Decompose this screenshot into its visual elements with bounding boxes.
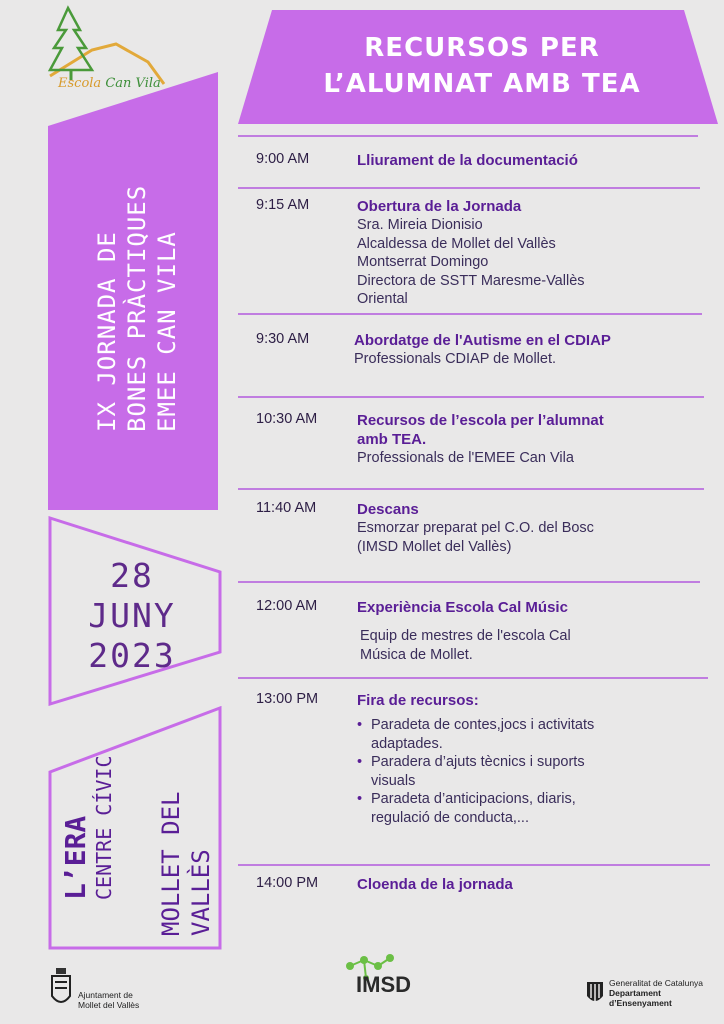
schedule-title: Fira de recursos: xyxy=(357,692,479,709)
divider xyxy=(238,581,700,583)
schedule-detail: Professionals de l'EMEE Can Vila xyxy=(357,450,574,466)
page-title: RECURSOS PER L’ALUMNAT AMB TEA xyxy=(323,33,641,99)
schedule-title: Experiència Escola Cal Músic xyxy=(357,599,568,616)
schedule-detail: Sra. Mireia Dionisio xyxy=(357,217,483,233)
schedule-time: 13:00 PM xyxy=(256,691,319,707)
divider xyxy=(238,396,704,398)
schedule-detail: Equip de mestres de l'escola Cal xyxy=(360,628,571,644)
event-title-panel xyxy=(48,72,218,510)
venue-name: L’ERA CENTRE CÍVIC xyxy=(59,755,116,900)
imsd-logo: IMSD xyxy=(340,952,440,1002)
ajuntament-logo: Ajuntament de Mollet del Vallès xyxy=(50,968,170,1014)
schedule-time: 9:00 AM xyxy=(256,151,310,167)
schedule-detail: Montserrat Domingo xyxy=(357,254,489,270)
divider xyxy=(238,677,708,679)
divider xyxy=(238,864,710,866)
divider xyxy=(238,488,704,490)
schedule-time: 10:30 AM xyxy=(256,411,318,427)
schedule-detail: Oriental xyxy=(357,291,408,307)
schedule-detail: Música de Mollet. xyxy=(360,646,473,663)
divider xyxy=(238,187,700,189)
venue-city: MOLLET DEL VALLÈS xyxy=(157,791,215,936)
schedule-detail: Esmorzar preparat pel C.O. del Bosc xyxy=(357,520,594,536)
schedule-time: 9:30 AM xyxy=(256,331,310,347)
list-item: • Paradeta de contes,jocs i activitats adaptades. xyxy=(357,716,702,753)
schedule-title: Lliurament de la documentació xyxy=(357,152,578,169)
schedule-title: amb TEA. xyxy=(357,431,427,448)
venue-panel xyxy=(48,706,222,950)
schedule-title: Abordatge de l'Autisme en el CDIAP xyxy=(354,332,611,349)
generalitat-emblem-icon xyxy=(585,980,605,1006)
schedule-title: Recursos de l’escola per l’alumnat xyxy=(357,412,604,429)
list-item: • Paradera d’ajuts tècnics i suports visuals xyxy=(357,753,702,790)
divider xyxy=(238,135,698,137)
schedule-title: Cloenda de la jornada xyxy=(357,876,513,893)
schedule-detail: (IMSD Mollet del Vallès) xyxy=(357,538,512,555)
schedule-detail: Directora de SSTT Maresme-Vallès xyxy=(357,272,585,289)
schedule-title: Obertura de la Jornada xyxy=(357,198,522,215)
list-item: • Paradeta d’anticipacions, diaris, regulació de conducta,... xyxy=(357,790,702,827)
schedule-detail: Alcaldessa de Mollet del Vallès xyxy=(357,235,556,252)
schedule-time: 12:00 AM xyxy=(256,598,318,614)
event-date: 28 JUNY 2023 xyxy=(88,556,176,675)
schedule-title: Descans xyxy=(357,501,419,518)
schedule-time: 9:15 AM xyxy=(256,197,310,213)
event-title: IX JORNADA DE BONES PRÀCTIQUES EMEE CAN VILA xyxy=(93,184,181,432)
divider xyxy=(238,313,702,315)
schedule-detail: Professionals CDIAP de Mollet. xyxy=(354,351,557,367)
generalitat-logo: Generalitat de Catalunya Departament d’Ensenyament xyxy=(585,978,715,1018)
schedule-time: 14:00 PM xyxy=(256,875,319,891)
school-logo-text: Escola Can Vila xyxy=(58,76,161,91)
coat-of-arms-icon xyxy=(50,968,72,1010)
schedule-time: 11:40 AM xyxy=(256,500,317,516)
